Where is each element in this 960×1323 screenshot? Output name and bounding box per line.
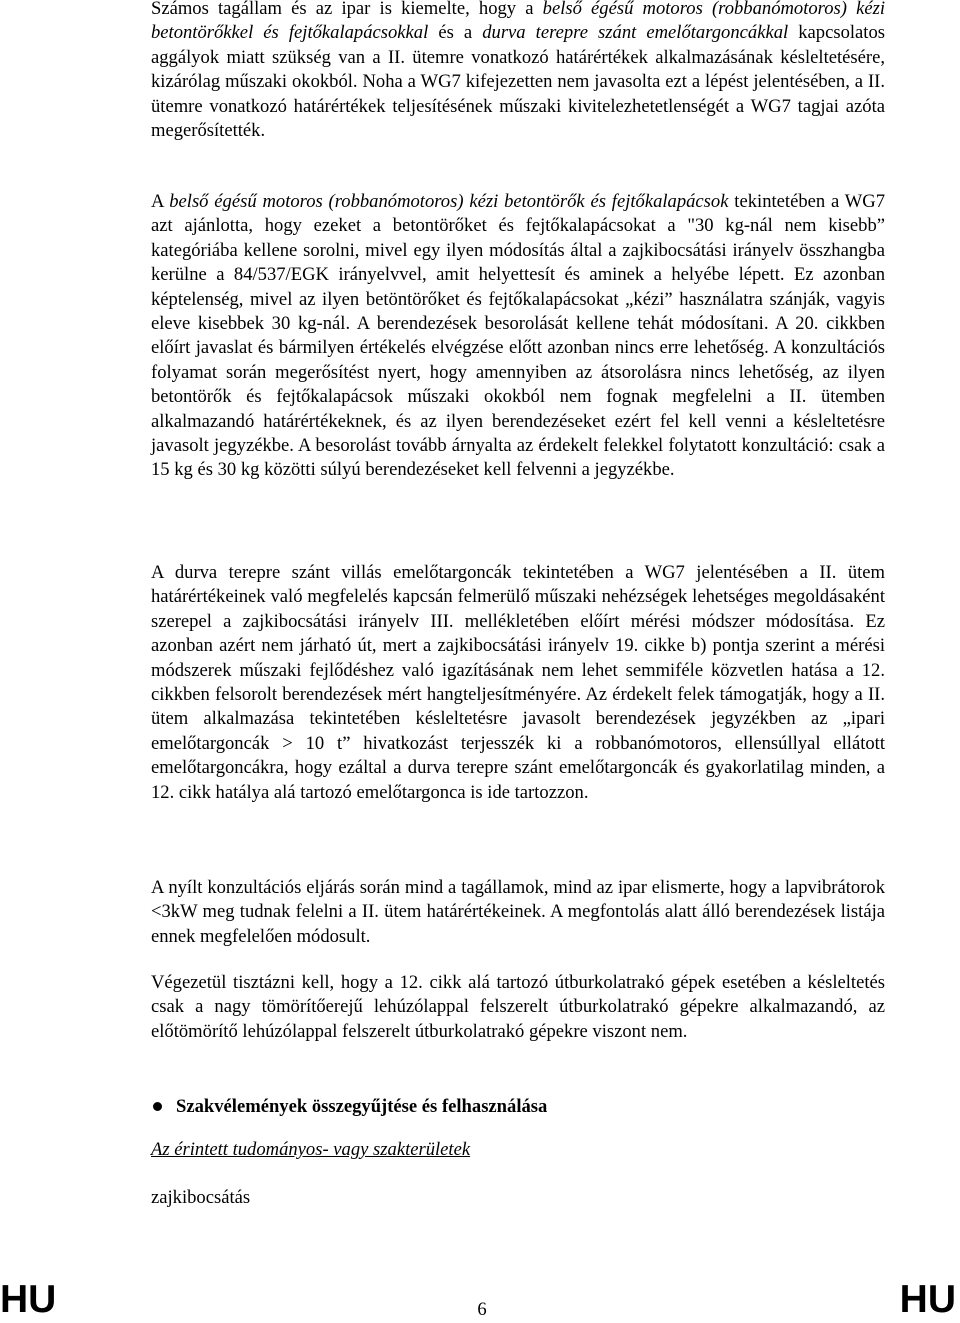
- subheading: Az érintett tudományos- vagy szakterületek: [151, 1139, 471, 1160]
- paragraph-breakers: [151, 190, 885, 483]
- bullet-icon: [153, 1102, 162, 1111]
- bullet-item: [151, 1095, 885, 1119]
- paragraph-text: A: [151, 191, 170, 212]
- paragraph-forklifts: A durva terepre szánt villás emelőtargoncák tekintetében a WG7 jelentésében a II. ütem határértékeinek való megfelelés kapcsán felmerülő műszaki nehézségek lehetséges megoldásaként szerepel a zajkibocsátási irányelv III. mellékletében előírt mérési módszer módosítása. Ez azonban azért nem járható út, mert a zajkibocsátási irányelv 19. cikke b) pontja szerint a mérési módszerek műszaki fejlődéshez való igazításának nem lehet semmiféle közvetlen hatása a 12. cikkben felsorolt berendezések mért hangteljesítményére. Az érdekelt felek támogatják, hogy a II. ütem alkalmazása tekintetében késleltetésre javasolt berendezések jegyzékben az „ipari emelőtargoncák > 10 t” hivatkozást terjesszék ki a robbanómotoros, ellensúllyal ellátott emelőtargoncákra, hogy ezáltal a durva terepre szánt emelőtargoncák és gyakorlatilag minden, a 12. cikk hatálya alá tartozó emelőtargonca is ide tartozzon.: [151, 562, 885, 803]
- page-number: 6: [477, 1299, 487, 1320]
- paragraph-road-pavers: Végezetül tisztázni kell, hogy a 12. cikk alá tartozó útburkolatrakó gépek esetében a késleltetés csak a nagy tömörítőerejű lehúzólappal felszerelt útburkolatrakó gépekre alkalmazandó, az előtömörítő lehúzólappal felszerelt útburkolatrakó gépekre viszont nem.: [151, 972, 885, 1042]
- footer-language-left: HU: [0, 1278, 57, 1321]
- paragraph-vibratory-plates: A nyílt konzultációs eljárás során mind a tagállamok, mind az ipar elismerte, hogy a lapvibrátorok <3kW meg tudnak felelni a II. ütem határértékeinek. A megfontolás alatt álló berendezések listája ennek megfelelően módosult.: [151, 877, 885, 947]
- paragraph-delay-justification: [151, 0, 885, 143]
- paragraph-text: kapcsolatos aggályok miatt szükség van a II. ütemre vonatkozó határértékek alkalmazásának késleltetésére, kizárólag műszaki okokból. Noha a WG7 kifejezetten nem javasolta ezt a lépést jelentésében, a II. ütemre vonatkozó határértékek teljesítésének műszaki kivitelezhetetlenségét a WG7 tagjai azóta megerősítették.: [151, 22, 885, 142]
- field-value: zajkibocsátás: [151, 1187, 251, 1208]
- footer-language-right: HU: [899, 1278, 956, 1321]
- emphasis-text: durva terepre szánt emelőtargoncákkal: [482, 22, 789, 44]
- paragraph-text: tekintetében a WG7 azt ajánlotta, hogy ezeket a betontörőket és fejtőkalapácsokat a "30 kg-nál nem kisebb” kategóriába kellene sorolni, mivel egy ilyen módosítás által a zajkibocsátási irányelv összhangba kerülne a 84/537/EGK irányelvvel, amit helyettesít és aminek a helyébe lépett. Ez azonban képtelenség, mivel az ilyen betöntörőket és fejtőkalapácsokat „kézi” használatra szánják, vagyis eleve kisebbek 30 kg-nál. A berendezések besorolását kellene tehát módosítani. A 20. cikkben előírt javaslat és bármilyen értékelés elvégzése előtt azonban nincs erre lehetőség. A konzultációs folyamat során megerősítést nyert, hogy amennyiben az átsorolásra nincs lehetőség, az ilyen betontörők és fejtőkalapácsok műszaki okokból nem fognak megfelelni a II. ütemben alkalmazandó határértékeknek, és az ilyen berendezéseket ezért fel kell venni a késleltetésre javasolt jegyzékbe. A besorolást tovább árnyalta az érdekelt felekkel folytatott konzultáció: csak a 15 kg és 30 kg közötti súlyú berendezéseket kell felvenni a jegyzékbe.: [151, 191, 886, 481]
- paragraph-text: Számos tagállam és az ipar is kiemelte, hogy a: [151, 0, 543, 19]
- emphasis-text: belső égésű motoros (robbanómotoros) kézi betontörőkkel és fejtőkalapácsokkal: [151, 0, 886, 44]
- paragraph-text: és a: [428, 22, 483, 44]
- emphasis-text: belső égésű motoros (robbanómotoros) kézi betontörők és fejtőkalapácsok: [169, 191, 729, 212]
- section-heading: Szakvélemények összegyűjtése és felhasználása: [176, 1096, 548, 1117]
